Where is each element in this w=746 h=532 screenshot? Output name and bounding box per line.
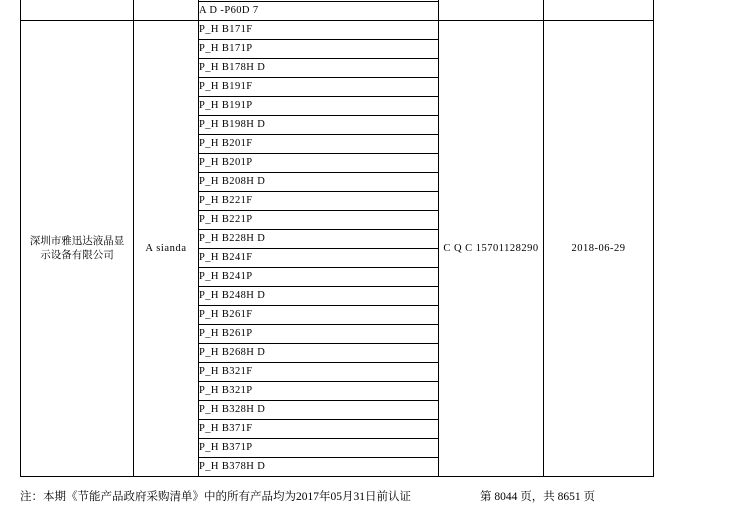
model-cell: P_H B221P: [199, 211, 439, 230]
model-cell: P_H B178H D: [199, 59, 439, 78]
model-cell: P_H B191P: [199, 97, 439, 116]
model-cell: P_H B371P: [199, 439, 439, 458]
model-cell: P_H B171F: [199, 21, 439, 40]
product-listing-table: [20, 0, 654, 477]
model-cell: P_H B171P: [199, 40, 439, 59]
model-cell: P_H B248H D: [199, 287, 439, 306]
table-body: [21, 0, 654, 477]
company-cell: [21, 21, 134, 477]
model-cell: P_H B221F: [199, 192, 439, 211]
model-cell: P_H B328H D: [199, 401, 439, 420]
model-cell: P_H B241P: [199, 268, 439, 287]
page-footer: [0, 488, 746, 508]
model-cell: P_H B261F: [199, 306, 439, 325]
model-cell: P_H B201P: [199, 154, 439, 173]
model-cell: P_H B201F: [199, 135, 439, 154]
model-cell: P_H B378H D: [199, 458, 439, 477]
company-cell-previous: [21, 0, 134, 21]
company-name-line-2: 示设备有限公司: [40, 249, 114, 261]
model-cell: P_H B371F: [199, 420, 439, 439]
model-cell: P_H B198H D: [199, 116, 439, 135]
page-number: 第 8044 页，共 8651 页: [480, 491, 595, 503]
model-cell: P_H B191F: [199, 78, 439, 97]
date-cell: 2018-06-29: [544, 21, 654, 477]
footer-note: 注：本期《节能产品政府采购清单》中的所有产品均为2017年05月31日前认证: [20, 491, 411, 503]
model-cell: P_H B241F: [199, 249, 439, 268]
table-row: [21, 21, 654, 40]
model-cell: P_H B321P: [199, 382, 439, 401]
date-cell-previous: [544, 0, 654, 21]
certificate-cell: C Q C 15701128290: [439, 21, 544, 477]
brand-cell: A sianda: [134, 21, 199, 477]
model-cell: P_H B228H D: [199, 230, 439, 249]
model-cell: P_H B268H D: [199, 344, 439, 363]
company-name-line-1: 深圳市雅迅达液晶显: [29, 236, 125, 248]
brand-cell-previous: [134, 0, 199, 21]
model-cell: P_H B261P: [199, 325, 439, 344]
certificate-cell-previous: [439, 0, 544, 21]
model-cell: P_H B208H D: [199, 173, 439, 192]
model-cell: A D -P60D 7: [199, 2, 439, 21]
model-cell: P_H B321F: [199, 363, 439, 382]
